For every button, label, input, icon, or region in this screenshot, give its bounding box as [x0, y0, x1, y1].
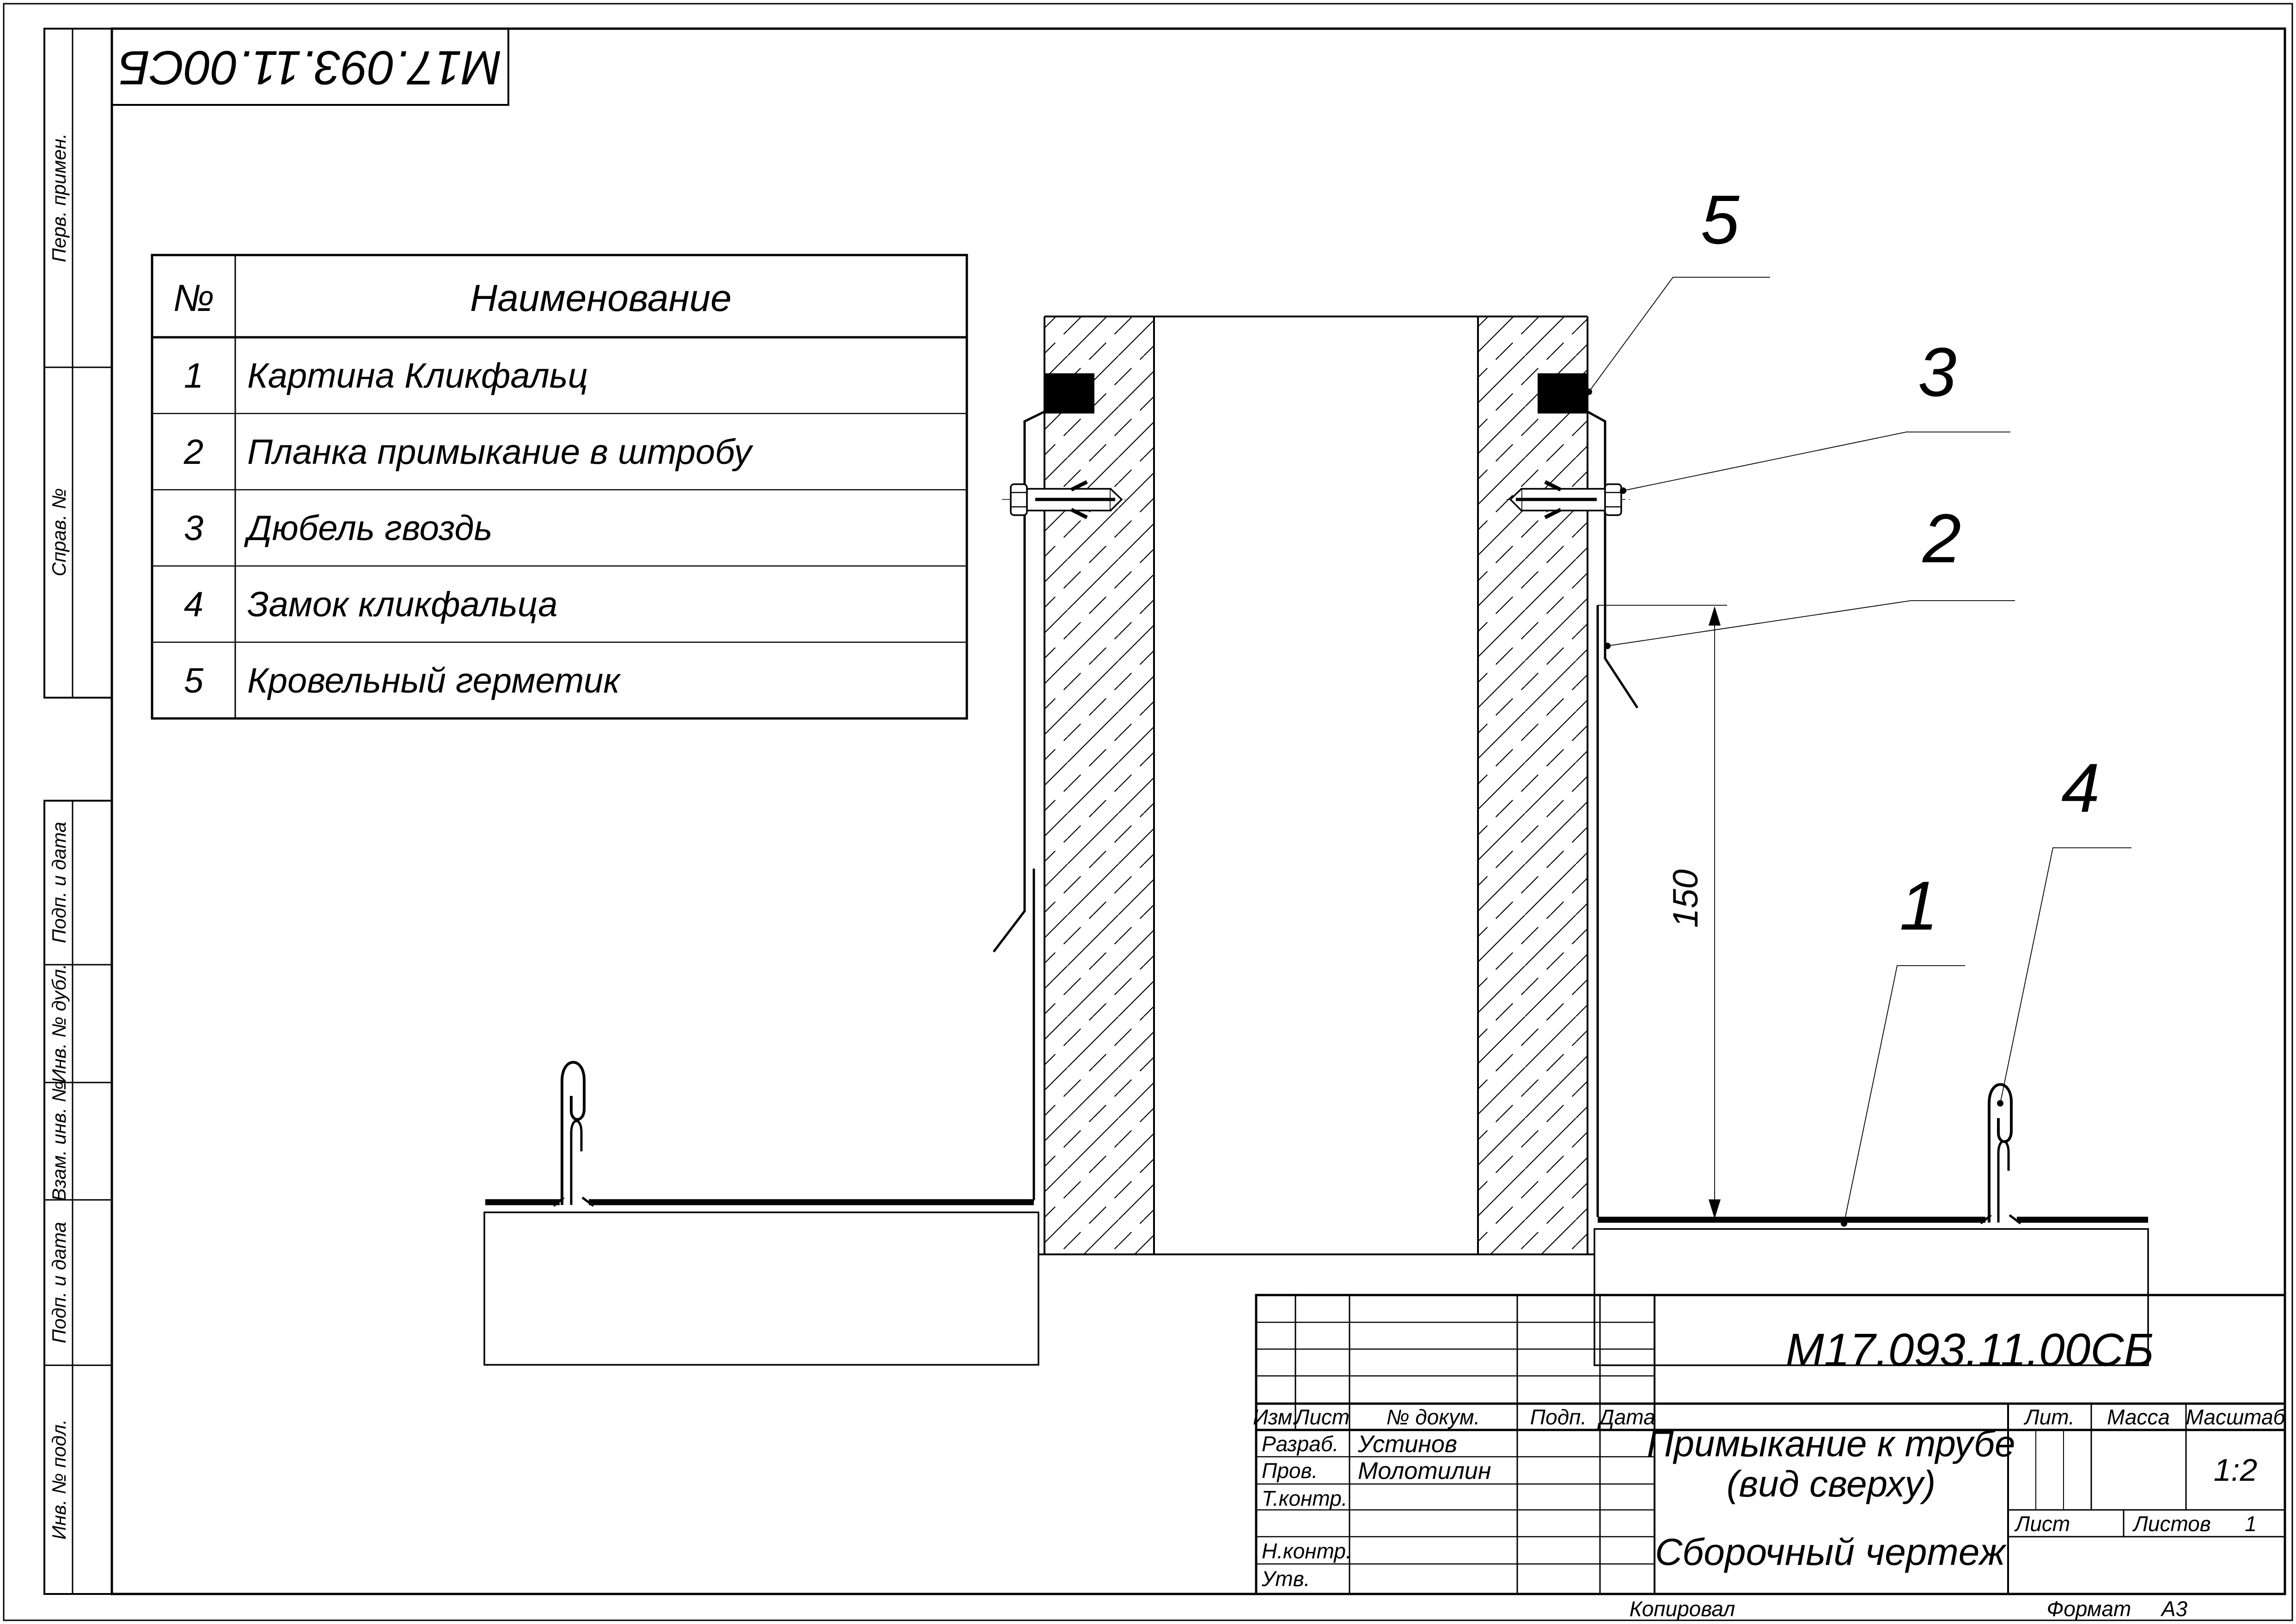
parts-row-num: 1 [183, 356, 204, 395]
tb-title-line1: Примыкание к трубе [1647, 1423, 2015, 1464]
parts-row-num: 5 [183, 661, 204, 700]
tb-label-n-kontr: Н.контр. [1262, 1539, 1352, 1563]
tb-value-listov: 1 [2245, 1512, 2257, 1536]
parts-row-name: Кровельный герметик [247, 661, 620, 700]
callout-leaders [1586, 277, 2131, 1227]
tb-doc-number: М17.093.11.00СБ [1785, 1324, 2154, 1376]
tb-label-prov: Пров. [1262, 1459, 1318, 1483]
chimney-walls [1038, 316, 1594, 1254]
parts-header-num: № [173, 277, 214, 319]
tb-label-data: Дата [1599, 1405, 1655, 1429]
callout-5: 5 [1701, 181, 1740, 258]
margin-label-inv-no-podl: Инв. № подл. [48, 1419, 70, 1540]
margin-label-podp-i-data-2: Подп. и дата [48, 1222, 70, 1344]
footer-format-label: Формат [2046, 1597, 2131, 1621]
tb-label-list2: Лист [2015, 1512, 2070, 1536]
margin-label-perv-primen: Перв. примен. [48, 133, 70, 262]
tb-label-massa: Масса [2107, 1405, 2170, 1429]
parts-row-name: Планка примыкание в штробу [247, 432, 752, 472]
tb-label-listov: Листов [2133, 1512, 2211, 1536]
parts-row-num: 3 [183, 509, 204, 548]
callout-2: 2 [1923, 499, 1961, 577]
footer-format-value: А3 [2161, 1597, 2188, 1621]
tb-label-razrab: Разраб. [1262, 1432, 1339, 1456]
tb-doc-type: Сборочный чертеж [1655, 1531, 2005, 1573]
dimension-150-value: 150 [1666, 869, 1705, 928]
margin-label-vzam-inv-no: Взам. инв. № [48, 1081, 70, 1201]
parts-row-num: 2 [183, 432, 204, 472]
tb-label-list: Лист [1295, 1405, 1350, 1429]
margin-stamp-boxes [44, 29, 112, 1594]
tb-title-line2: (вид сверху) [1726, 1463, 1936, 1504]
margin-label-sprav-no: Справ. № [48, 488, 70, 577]
tb-label-utv: Утв. [1262, 1567, 1310, 1591]
parts-row-name: Картина Кликфальц [247, 356, 588, 395]
tb-label-masshtab: Масштаб [2186, 1405, 2285, 1429]
footer-kopiroval: Копировал [1629, 1597, 1735, 1621]
callout-4: 4 [2061, 749, 2100, 827]
parts-row-name: Замок кликфальца [247, 585, 558, 624]
margin-label-inv-no-dubl: Инв. № дубл. [48, 963, 70, 1083]
parts-header-name: Наименование [470, 277, 732, 319]
tb-label-izm: Изм. [1252, 1405, 1299, 1429]
top-stamp-doc-number: М17.093.11.00СБ [118, 41, 502, 94]
tb-label-n-dokum: № докум. [1386, 1405, 1480, 1429]
parts-row-num: 4 [183, 585, 204, 624]
tb-label-lit: Лит. [2025, 1405, 2075, 1429]
tb-value-razrab-name: Устинов [1358, 1431, 1458, 1458]
tb-label-podp: Подп. [1530, 1405, 1587, 1429]
parts-row-name: Дюбель гвоздь [247, 509, 493, 548]
parts-table-rules [152, 255, 967, 718]
tb-value-prov-name: Молотилин [1358, 1458, 1491, 1484]
callout-1: 1 [1899, 867, 1938, 944]
margin-label-podp-i-data-1: Подп. и дата [48, 821, 70, 943]
tb-value-scale: 1:2 [2213, 1453, 2258, 1488]
dimension-150-lines [1598, 605, 1727, 1219]
callout-3: 3 [1918, 333, 1957, 411]
tb-label-t-kontr: Т.контр. [1262, 1486, 1348, 1510]
